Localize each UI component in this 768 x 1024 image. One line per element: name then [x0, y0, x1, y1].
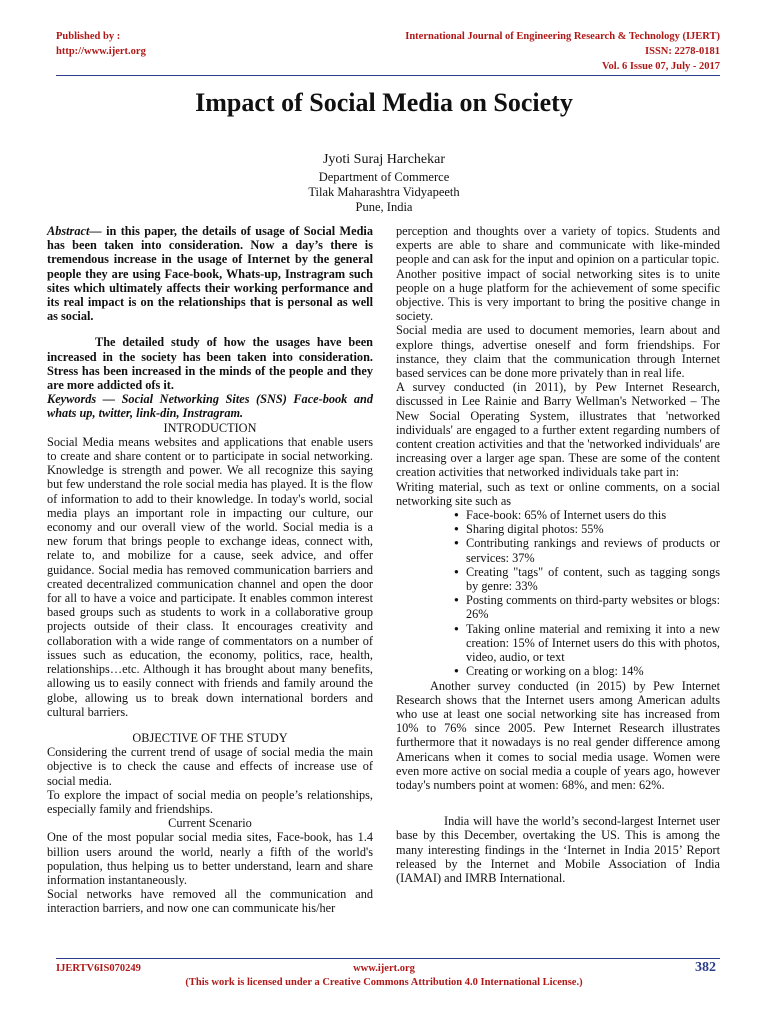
left-column [47, 224, 373, 916]
page-number: 382 [695, 960, 716, 975]
header-publisher [56, 29, 146, 59]
volume-issue: Vol. 6 Issue 07, July - 2017 [601, 61, 720, 72]
author-block [0, 152, 768, 215]
list-item: ● Sharing digital photos: 55% [456, 522, 720, 536]
list-item: ● Posting comments on third-party websites or blogs: 26% [456, 593, 720, 621]
paragraph-survey-2015: Another survey conducted (in 2015) by Pew Internet Research shows that the Internet users among American adults who use at least one social networking site has increased from 10% to 76% since 2005. Pew Internet Research illustrates furthermore that it nowadays is no real gender difference among Americans when it comes to social media usage. Women were even more active on social media a couple of years ago, however today's numbers point at women: 68%, and men: 62%. [396, 678, 720, 792]
section-heading-objective: OBJECTIVE OF THE STUDY [132, 730, 288, 745]
paper-id: IJERTV6IS070249 [56, 963, 141, 974]
issn: ISSN: 2278-0181 [645, 46, 720, 57]
abstract-label: Abstract— [47, 224, 102, 238]
paragraph-perception: perception and thoughts over a variety of topics. Students and experts are able to share and communicate with like-minded people and can ask for the input and opinion on a particular topic. [396, 224, 720, 267]
list-item: ● Contributing rankings and reviews of products or services: 37% [456, 536, 720, 564]
scenario-text-1: One of the most popular social media sites, Face-book, has 1.4 billion users around the world, nearly a fifth of the world's population, thus helping us to better understand, learn and share information instantaneously. [47, 830, 373, 887]
paragraph-positive-impact: Another positive impact of social networking sites is to unite people on a huge platform for the achievement of some specific objective. This is very important to bring the positive change in society. [396, 266, 720, 324]
keywords: Keywords — Social Networking Sites (SNS) Face-book and whats up, twitter, link-din, Instragram. [47, 392, 373, 421]
list-item: ● Creating or working on a blog: 14% [456, 664, 720, 678]
author-name: Jyoti Suraj Harchekar [322, 152, 446, 167]
header-journal [405, 29, 720, 74]
right-column [396, 224, 720, 885]
footer-divider [56, 958, 720, 959]
abstract [47, 224, 373, 323]
list-item: ● Creating "tags" of content, such as tagging songs by genre: 33% [456, 565, 720, 593]
paragraph-india: India will have the world’s second-largest Internet user base by this December, overtaking the US. This is among the many interesting findings in the ‘Internet in India 2015’ Report released by the Internet and Mobile Association of India (IAMAI) and IMRB International. [396, 814, 720, 885]
paragraph-writing-material: Writing material, such as text or online comments, on a social networking site such as [396, 479, 720, 508]
abstract-paragraph-2: The detailed study of how the usages have been increased in the society has been taken into consideration. Stress has been increased in the minds of the people and they are more addicted ofs it. [47, 335, 373, 393]
list-item: ● Taking online material and remixing it into a new creation: 15% of Internet users do this with photos, video, audio, or text [456, 622, 720, 665]
objective-text-1: Considering the current trend of usage of social media the main objective is to check the cause and effects of increase use of social media. [47, 745, 373, 788]
abstract-text: in this paper, the details of usage of Social Media has been taken into consideration. Now a day’s there is tremendous increase in the usage of Internet by the general people they are using Face-book, Whats-up, Instragram such sites which ultimately affects their working performance and its real impact is on the relationships that is personal as well as social. [47, 224, 373, 324]
footer-site-link[interactable]: www.ijert.org [353, 963, 415, 974]
subheading-current-scenario: Current Scenario [168, 816, 252, 831]
license-notice: (This work is licensed under a Creative Commons Attribution 4.0 International License.) [185, 977, 583, 988]
scenario-text-2: Social networks have removed all the communication and interaction barriers, and now one can communicate his/her [47, 887, 373, 916]
author-city: Pune, India [355, 200, 413, 214]
activity-list [396, 508, 720, 678]
journal-name: International Journal of Engineering Research & Technology (IJERT) [405, 31, 720, 42]
paper-title: Impact of Social Media on Society [195, 88, 573, 117]
author-institution: Tilak Maharashtra Vidyapeeth [308, 185, 460, 199]
objective-text-2: To explore the impact of social media on people’s relationships, especially family and friendships. [47, 787, 373, 816]
site-link[interactable]: http://www.ijert.org [56, 46, 146, 57]
header-divider [56, 75, 720, 76]
published-by-label: Published by : [56, 31, 121, 42]
author-department: Department of Commerce [318, 170, 450, 184]
list-item: ● Face-book: 65% of Internet users do this [456, 508, 720, 522]
section-heading-introduction: INTRODUCTION [163, 420, 257, 435]
introduction-text: Social Media means websites and applications that enable users to create and share content or to participate in social networking. Knowledge is strength and power. We all recognize this saying but few understand the role social media has played. It is the flow of information to add to their knowledge. In today's world, social media plays an important role in impacting our culture, our economy and our overall view of the world. Social media is a new forum that brings people to exchange ideas, connect with, relate to, and mobilize for a cause, seek advice, and offer guidance. Social media has removed communication barriers and created decentralized communication channel and open the door for all to have a voice and participate. It enables common interest based groups such as students to work in a collaborative group projects outside of their class. It encourages creativity and collaboration with a wide range of commentators on a number of issues such as education, the economy, politics, race, health, relationships…etc. Although it has brought about many benefits, allowing us to easily connect with friends and family around the globe, allowing us to break down international borders and cultural barriers. [47, 434, 373, 719]
paragraph-document-memories: Social media are used to document memories, learn about and explore things, advertise oneself and form friendships. For instance, they claim that the communication through Internet based services can be done more privately than in real life. [396, 323, 720, 381]
paragraph-survey-2011: A survey conducted (in 2011), by Pew Internet Research, discussed in Lee Rainie and Barry Wellman's Networked – The New Social Operating System, illustrates that 'networked individuals' are engaged to a further extent regarding numbers of content creation activities and that the 'networked individuals' are increasing over a larger age span. These are some of the content creation activities that networked individuals take part in: [396, 380, 720, 480]
